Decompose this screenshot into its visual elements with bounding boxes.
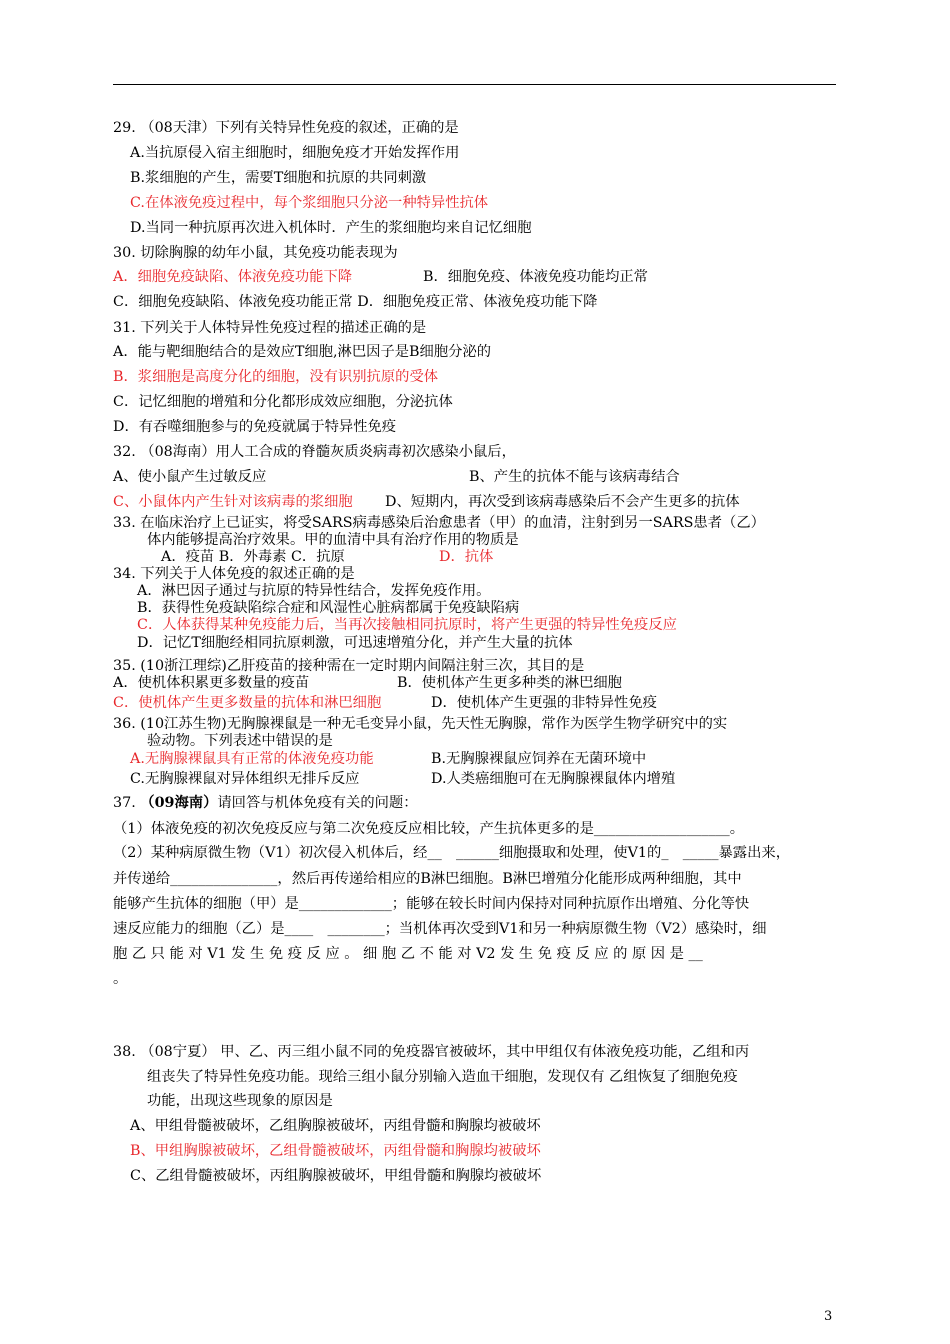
text-line: 38. （08宁夏） 甲、乙、丙三组小鼠不同的免疫器官被破坏，其中甲组仅有体液免疫功能，乙组和丙 (113, 1044, 750, 1060)
text-line: 胞 乙 只 能 对 V1 发 生 免 疫 反 应 。 细 胞 乙 不 能 对 V2 发 生 免 疫 反 应 的 原 因 是 __ (113, 946, 703, 962)
text-line: B、甲组胸腺被破坏，乙组骨髓被破坏，丙组骨髓和胸腺均被破坏 (130, 1143, 541, 1159)
text-line: C、乙组骨髓被破坏，丙组胸腺被破坏，甲组骨髓和胸腺均被破坏 (130, 1168, 542, 1184)
text-line: B．获得性免疫缺陷综合症和风湿性心脏病都属于免疫缺陷病 (137, 600, 520, 616)
text-line: 能够产生抗体的细胞（甲）是_____________；能够在较长时间内保持对同种抗原作出增殖、分化等快 (113, 896, 750, 912)
source-tag: （09海南） (140, 795, 218, 811)
text-line: A、甲组骨髓被破坏，乙组胸腺被破坏，丙组骨髓和胸腺均被破坏 (130, 1118, 541, 1134)
text-line: 速反应能力的细胞（乙）是____ ________；当机体再次受到V1和另一种病原微生物（V2）感染时，细 (113, 921, 767, 937)
text-line: D．使机体产生更强的非特异性免疫 (431, 695, 657, 711)
text-line: C．使机体产生更多数量的抗体和淋巴细胞 (113, 695, 382, 711)
text-line: 功能，出现这些现象的原因是 (147, 1093, 333, 1109)
header-rule (113, 84, 836, 85)
text-line: 验动物。下列表述中错误的是 (147, 733, 333, 749)
text-line: 组丧失了特异性免疫功能。现给三组小鼠分别输入造血干细胞，发现仅有 乙组恢复了细胞免疫 (147, 1069, 738, 1085)
text-line: 37. （09海南）请回答与机体免疫有关的问题： (113, 795, 418, 811)
text-line: C、小鼠体内产生针对该病毒的浆细胞 (113, 494, 353, 510)
page-number: 3 (824, 1309, 833, 1324)
text-line: （2）某种病原微生物（V1）初次侵入机体后，经__ ______细胞摄取和处理，使V1的_ _____暴露出来， (113, 845, 790, 861)
text-line: A．淋巴因子通过与抗原的特异性结合，发挥免疫作用。 (137, 583, 491, 599)
text-line: D.当同一种抗原再次进入机体时．产生的浆细胞均来自记忆细胞 (130, 220, 532, 236)
text-line: B.无胸腺裸鼠应饲养在无菌环境中 (431, 751, 647, 767)
text-line: B．浆细胞是高度分化的细胞，没有识别抗原的受体 (113, 369, 439, 385)
text-line: 36. (10江苏生物)无胸腺裸鼠是一种无毛变异小鼠，先天性无胸腺，常作为医学生物学研究中的实 (113, 716, 728, 732)
text-line: D．抗体 (439, 549, 494, 565)
text-line: D．有吞噬细胞参与的免疫就属于特异性免疫 (113, 419, 397, 435)
text-line: C.无胸腺裸鼠对异体组织无排斥反应 (130, 771, 360, 787)
text-line: 29. （08天津）下列有关特异性免疫的叙述，正确的是 (113, 120, 459, 136)
text-line: D．记忆T细胞经相同抗原刺激，可迅速增殖分化，并产生大量的抗体 (137, 635, 573, 651)
text-line: B.浆细胞的产生，需要T细胞和抗原的共同刺激 (130, 170, 427, 186)
text-line: A.无胸腺裸鼠具有正常的体液免疫功能 (130, 751, 374, 767)
text-line: 33. 在临床治疗上已证实，将受SARS病毒感染后治愈患者（甲）的血清，注射到另一SARS患者（乙） (113, 515, 765, 531)
text-line: 并传递给_______________，然后再传递给相应的B淋巴细胞。B淋巴增殖分化能形成两种细胞，其中 (113, 871, 742, 887)
text-line: 34. 下列关于人体免疫的叙述正确的是 (113, 566, 355, 582)
text-line: 31. 下列关于人体特异性免疫过程的描述正确的是 (113, 320, 427, 336)
text-line: A、使小鼠产生过敏反应 (113, 469, 267, 485)
text-line: B．细胞免疫、体液免疫功能均正常 (423, 269, 648, 285)
text-line: 32. （08海南）用人工合成的脊髓灰质炎病毒初次感染小鼠后， (113, 444, 516, 460)
text-line: C.在体液免疫过程中，每个浆细胞只分泌一种特异性抗体 (130, 195, 489, 211)
text-line: D.人类癌细胞可在无胸腺裸鼠体内增殖 (431, 771, 676, 787)
text-line: A．能与靶细胞结合的是效应T细胞,淋巴因子是B细胞分泌的 (113, 344, 492, 360)
text-line: D、短期内，再次受到该病毒感染后不会产生更多的抗体 (385, 494, 740, 510)
text-line: A．使机体积累更多数量的疫苗 (113, 675, 310, 691)
text-line: A.当抗原侵入宿主细胞时，细胞免疫才开始发挥作用 (130, 145, 460, 161)
text-line: C．记忆细胞的增殖和分化都形成效应细胞，分泌抗体 (113, 394, 453, 410)
text-line: （1）体液免疫的初次免疫反应与第二次免疫反应相比较，产生抗体更多的是___________________。 (113, 821, 745, 837)
text-line: A．疫苗 B．外毒素 C．抗原 (161, 549, 345, 565)
text-line: C．人体获得某种免疫能力后，当再次接触相同抗原时，将产生更强的特异性免疫反应 (137, 617, 677, 633)
text-line: C．细胞免疫缺陷、体液免疫功能正常 D．细胞免疫正常、体液免疫功能下降 (113, 294, 598, 310)
text-line: 。 (113, 971, 128, 987)
text-line: 30. 切除胸腺的幼年小鼠，其免疫功能表现为 (113, 245, 398, 261)
text-line: 35. (10浙江理综)乙肝疫苗的接种需在一定时期内间隔注射三次，其目的是 (113, 658, 585, 674)
text-line: B、产生的抗体不能与该病毒结合 (469, 469, 680, 485)
text-line: B．使机体产生更多种类的淋巴细胞 (397, 675, 622, 691)
text-line: 体内能够提高治疗效果。甲的血清中具有治疗作用的物质是 (147, 532, 519, 548)
text-line: A．细胞免疫缺陷、体液免疫功能下降 (113, 269, 353, 285)
